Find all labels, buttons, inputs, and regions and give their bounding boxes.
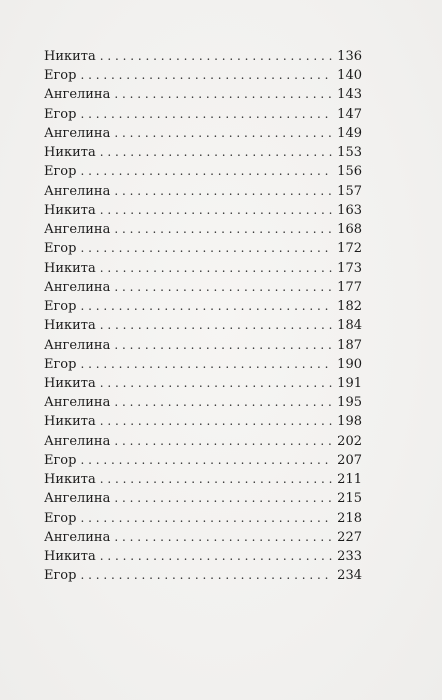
toc-entry-page-number: 195	[337, 395, 362, 411]
toc-dot-leader	[80, 69, 332, 81]
toc-entry-page-number: 233	[337, 549, 362, 565]
toc-entry	[44, 164, 362, 183]
toc-entry-page-number: 218	[337, 510, 362, 526]
toc-entry-title: Егор	[44, 568, 77, 584]
toc-entry-title: Егор	[44, 452, 77, 468]
toc-dot-leader	[114, 88, 332, 100]
toc-entry-page-number: 153	[337, 145, 362, 161]
toc-entry-title: Ангелина	[44, 222, 111, 238]
toc-entry-title: Никита	[44, 202, 96, 218]
toc-entry-title: Ангелина	[44, 337, 111, 353]
toc-entry	[44, 222, 362, 241]
toc-entry-page-number: 182	[337, 299, 362, 315]
toc-dot-leader	[114, 492, 332, 504]
toc-entry	[44, 68, 362, 87]
toc-dot-leader	[80, 300, 332, 312]
toc-entry-title: Егор	[44, 241, 77, 257]
toc-entry-page-number: 187	[337, 337, 362, 353]
toc-entry	[44, 49, 362, 68]
toc-entry	[44, 203, 362, 222]
toc-entry	[44, 318, 362, 337]
toc-entry-title: Никита	[44, 375, 96, 391]
toc-entry-title: Никита	[44, 260, 96, 276]
toc-dot-leader	[100, 550, 332, 562]
toc-entry-title: Ангелина	[44, 125, 111, 141]
toc-dot-leader	[80, 454, 332, 466]
toc-entry-page-number: 173	[337, 260, 362, 276]
toc-entry-page-number: 147	[337, 106, 362, 122]
toc-entry	[44, 145, 362, 164]
toc-entry	[44, 376, 362, 395]
toc-entry-page-number: 184	[337, 318, 362, 334]
toc-entry-title: Ангелина	[44, 395, 111, 411]
toc-entry-page-number: 215	[337, 491, 362, 507]
toc-entry	[44, 338, 362, 357]
toc-entry	[44, 491, 362, 510]
toc-dot-leader	[100, 204, 332, 216]
toc-entry	[44, 472, 362, 491]
toc-entry-title: Ангелина	[44, 279, 111, 295]
table-of-contents	[44, 49, 362, 588]
toc-dot-leader	[100, 146, 332, 158]
toc-entry	[44, 184, 362, 203]
toc-dot-leader	[114, 396, 332, 408]
toc-dot-leader	[114, 339, 332, 351]
toc-entry-page-number: 202	[337, 433, 362, 449]
toc-entry-title: Никита	[44, 49, 96, 64]
toc-entry-page-number: 140	[337, 68, 362, 84]
toc-entry-page-number: 227	[337, 529, 362, 545]
toc-entry-title: Егор	[44, 299, 77, 315]
toc-dot-leader	[80, 358, 332, 370]
toc-dot-leader	[114, 531, 332, 543]
toc-entry-title: Ангелина	[44, 433, 111, 449]
toc-dot-leader	[80, 512, 332, 524]
toc-entry-title: Егор	[44, 68, 77, 84]
toc-entry	[44, 568, 362, 587]
toc-entry	[44, 511, 362, 530]
toc-entry-page-number: 234	[337, 568, 362, 584]
toc-entry-title: Ангелина	[44, 491, 111, 507]
toc-dot-leader	[114, 185, 332, 197]
toc-entry	[44, 357, 362, 376]
toc-dot-leader	[80, 242, 332, 254]
toc-entry-page-number: 143	[337, 87, 362, 103]
toc-entry-title: Никита	[44, 145, 96, 161]
toc-entry	[44, 107, 362, 126]
toc-entry-page-number: 190	[337, 356, 362, 372]
toc-entry-title: Никита	[44, 472, 96, 488]
toc-entry-page-number: 191	[337, 375, 362, 391]
toc-entry-title: Никита	[44, 414, 96, 430]
toc-dot-leader	[114, 281, 332, 293]
toc-dot-leader	[100, 50, 332, 62]
toc-entry-title: Никита	[44, 549, 96, 565]
toc-dot-leader	[114, 223, 332, 235]
toc-entry	[44, 87, 362, 106]
toc-dot-leader	[100, 473, 332, 485]
toc-dot-leader	[114, 127, 332, 139]
toc-entry-page-number: 172	[337, 241, 362, 257]
toc-entry	[44, 414, 362, 433]
toc-entry	[44, 434, 362, 453]
toc-entry-page-number: 149	[337, 125, 362, 141]
toc-entry-title: Ангелина	[44, 183, 111, 199]
toc-entry	[44, 395, 362, 414]
toc-entry	[44, 299, 362, 318]
toc-entry-page-number: 163	[337, 202, 362, 218]
toc-dot-leader	[100, 415, 332, 427]
toc-dot-leader	[80, 569, 332, 581]
toc-dot-leader	[80, 108, 332, 120]
toc-entry-title: Ангелина	[44, 529, 111, 545]
toc-entry	[44, 261, 362, 280]
toc-entry	[44, 549, 362, 568]
toc-entry	[44, 453, 362, 472]
toc-entry-page-number: 211	[337, 472, 362, 488]
toc-dot-leader	[100, 262, 332, 274]
toc-entry-page-number: 156	[337, 164, 362, 180]
toc-dot-leader	[80, 165, 332, 177]
toc-entry-page-number: 168	[337, 222, 362, 238]
toc-entry-title: Егор	[44, 164, 77, 180]
toc-dot-leader	[100, 319, 332, 331]
toc-entry-page-number: 157	[337, 183, 362, 199]
toc-entry	[44, 241, 362, 260]
toc-entry-page-number: 177	[337, 279, 362, 295]
toc-entry-page-number: 207	[337, 452, 362, 468]
toc-entry-title: Ангелина	[44, 87, 111, 103]
toc-entry	[44, 280, 362, 299]
toc-entry-page-number: 198	[337, 414, 362, 430]
toc-entry-title: Никита	[44, 318, 96, 334]
toc-entry	[44, 126, 362, 145]
toc-entry-page-number: 136	[337, 49, 362, 64]
toc-entry-title: Егор	[44, 106, 77, 122]
toc-dot-leader	[114, 435, 332, 447]
toc-entry-title: Егор	[44, 510, 77, 526]
toc-dot-leader	[100, 377, 332, 389]
toc-entry	[44, 530, 362, 549]
toc-entry-title: Егор	[44, 356, 77, 372]
